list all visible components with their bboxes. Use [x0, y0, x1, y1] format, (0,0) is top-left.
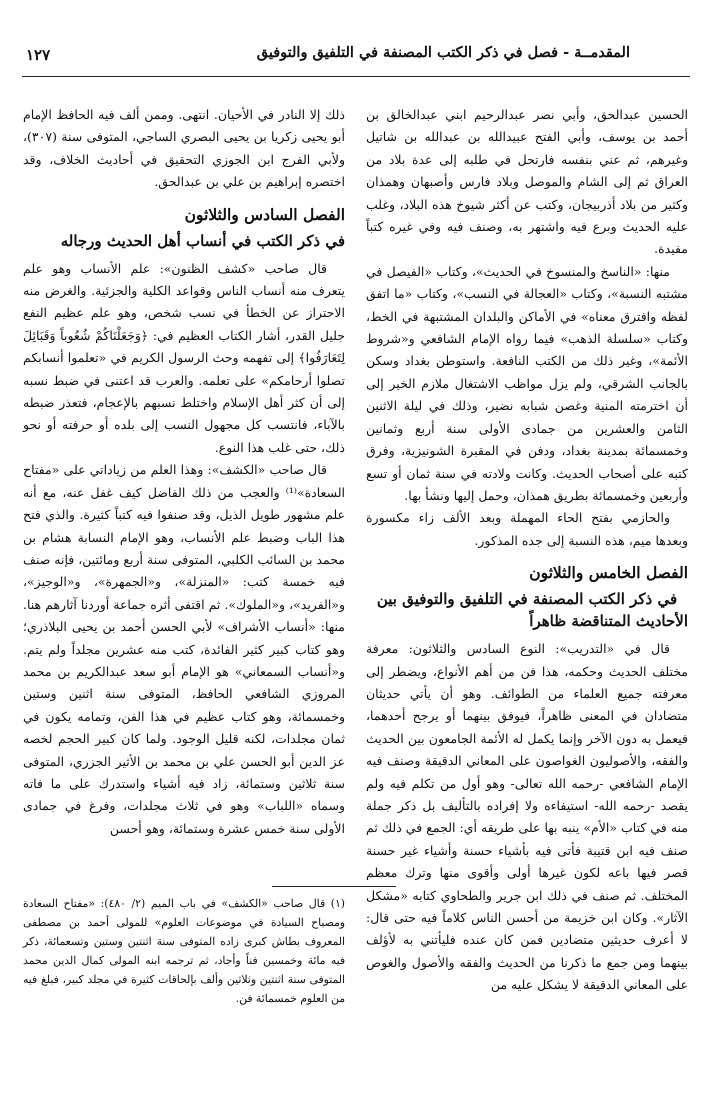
- running-title: المقدمــة - فصل في ذكر الكتب المصنفة في التلفيق والتوفيق: [256, 44, 630, 61]
- section-heading: [23, 204, 345, 252]
- footnote: [23, 894, 345, 1008]
- paragraph: والحازمي بفتح الحاء المهملة وبعد الألف زاء مكسورة وبعدها ميم، هذه النسبة إلى جده المذكور.: [366, 510, 688, 548]
- footnote-text: (١) قال صاحب «الكشف» في باب الميم (٢/ ٤٨٠): «مفتاح السعادة ومصباح السيادة في موضوعات العلوم» للمولى أحمد بن مصطفى المعروف بطاش كبرى زاده المتوفى سنة اثنتين وستين وتسعمائة، ذكر فيه مائة وخمسين فناً وأجاد، ثم ترجمه ابنه المولى كمال الدين محمد المتوفى سنة اثنتين وثلاثين وألف بإلحاقات كثيرة في مجلد كبير، فبلغ فيه من العلوم خمسمائة فن.: [23, 897, 346, 1005]
- section-subtitle: في ذكر الكتب المصنفة في التلفيق والتوفيق بين الأحاديث المتناقضة ظاهراً: [376, 590, 688, 631]
- section-title: الفصل السادس والثلاثون: [184, 204, 345, 224]
- page-number: ١٢٧: [26, 46, 51, 64]
- paragraph: قال صاحب «الكشف»: وهذا العلم من زياداتي على «مفتاح السعادة»⁽¹⁾ والعجب من ذلك الفاضل كيف غفل عنه، مع أنه علم مشهور طويل الذيل، وقد صنفوا فيه كتباً كثيرة. والذي فتح هذا الباب وضبط علم الأنساب، وهو الإمام النسابة هشام بن محمد بن السائب الكلبي، المتوفى سنة أربع ومائتين، فإنه صنف فيه خمسة كتب: «المنزلة»، و«الجمهرة»، و«الوجيز»، و«الفريد»، و«الملوك». ثم اقتفى أثره جماعة أوردنا آثارهم هنا. منها: «أنساب الأشراف» لأبي الحسن أحمد بن يحيى البلاذري؛ وهو كتاب كبير كثير الفائدة، كتب منه عشرين مجلداً ولم يتم. و«أنساب السمعاني» هو الإمام أبو سعد عبدالكريم بن محمد المروزي الشافعي الحافظ، المتوفى سنة اثنين وستين وخمسمائة، وهو كتاب عظيم في هذا الفن، وتمامه يكون في ثمان مجلدات، لكنه قليل الوجود. ولما كان كبير الحجم لخصه عز الدين أبو الحسن علي بن محمد بن الأثير الجزري، المتوفى سنة ثلاثين وستمائة، زاد فيه أشياء واستدرك على ما فاته وسماه «اللباب» وهو في ثلاث مجلدات، وفرغ في جمادى الأولى سنة خمس عشرة وستمائة، وهو أحسن: [23, 462, 345, 836]
- right-column: [366, 104, 688, 997]
- section-title: الفصل الخامس والثلاثون: [529, 563, 688, 583]
- paragraph: الحسين عبدالحق، وأبي نصر عبدالرحيم ابني عبدالخالق بن أحمد بن يوسف، وأبي الفتح عبيدالله بن عبدالله بن شاتيل وغيرهم، ثم عني بنفسه فارتحل في طلبه إلى عدة بلاد من العراق ثم إلى الشام والموصل وبلاد فارس وأصبهان وهمذان وكثير من بلاد أذربيجان، وكتب عن أكثر شيوخ هذه البلاد، وغلب عليه الحديث وبرع فيه واشتهر به، وصنف فيه وفي غيره كتباً مفيدة.: [366, 107, 688, 257]
- paragraph: قال في «التدريب»: النوع السادس والثلاثون: معرفة مختلف الحديث وحكمه، هذا فن من أهم الأنواع، ويضطر إلى معرفته جميع العلماء من الطوائف. وهو أن يأتي حديثان متضادان في المعنى ظاهراً، فيوفق بينهما أو يرجح أحدهما، فيعمل به دون الآخر وإنما يكمل له الأئمة الجامعون بين الحديث والفقه، والأصوليون الغواصون على المعاني الدقيقة وصنف فيه الإمام الشافعي -رحمه الله تعالى- وهو أول من تكلم فيه ولم يقصد -رحمه الله- استيفاءه ولا إفراده بالتأليف بل ذكر جملة منه في كتاب «الأم» ينبه بها على طريقه أي: الجمع في ذلك ثم صنف فيه ابن قتيبة فأتى فيه بأشياء حسنة وأشياء غير حسنة قصر فيها باعه لكون غيرها أولى وأقوى منها وترك معظم المختلف. ثم صنف في ذلك ابن جرير والطحاوي كتابه «مشكل الآثار». وكان ابن خزيمة من أحسن الناس كلاماً فيه حتى قال: لا أعرف حديثين متضادين فمن كان عنده فليأتني به لأؤلف بينهما ومن جمع ما ذكرنا من الحديث والفقه والأصول والغوص على المعاني الدقيقة لا يشكل عليه من: [366, 641, 688, 993]
- section-subtitle: في ذكر الكتب في أنساب أهل الحديث ورجاله: [60, 231, 345, 250]
- left-column: [23, 104, 345, 840]
- paragraph: منها: «الناسخ والمنسوخ في الحديث»، وكتاب «الفيصل في مشتبه النسبة»، وكتاب «العجالة في النسب»، وكتاب «ما اتفق لفظه وافترق معناه» في الأماكن والبلدان المشتبهة في الخط، وكتاب «سلسلة الذهب» فيما رواه الإمام الشافعي و«شروط الأئمة»، وغير ذلك من الكتب النافعة. واستوطن بغداد وسكن بالجانب الشرقي، ولم يزل مواظب الاشتغال ملازم الخير إلى أن اخترمته المنية وغصن شبابه نضير، وذلك في ليلة الاثنين الثامن والعشرين من جمادى الأولى سنة أربع وثمانين وخمسمائة بمدينة بغداد، ودفن في المقبرة الشونيزية، وفرق كتبه على أصحاب الحديث. وكانت ولادته في سنة ثمان أو تسع وأربعين وخمسمائة بطريق همذان، وحمل إليها ونشأ بها.: [366, 263, 688, 503]
- section-heading: [366, 562, 688, 632]
- page-header: [22, 38, 690, 77]
- paragraph: قال صاحب «كشف الظنون»: علم الأنساب وهو علم يتعرف منه أنساب الناس وقواعد الكلية والجزئية. والغرض منه الاحتراز عن الخطأ في نسب شخص، وهو علم عظيم النفع جليل القدر، أشار الكتاب العظيم في: ﴿وَجَعَلْنَاكُمْ شُعُوباً وَقَبَائِلَ لِتَعَارَفُوا﴾ إلى تفهمه وحث الرسول الكريم في «تعلموا أنسابكم تصلوا أرحامكم» على تعلمه. والعرب قد اعتنى في ضبط نسبه إلى أن كثر أهل الإسلام واختلط نسبهم بالإعجام، فتعذر ضبطه بالآباء، فانتسب كل مجهول النسب إلى بلده أو حرفته أو نحو ذلك، حتى غلب هذا النوع.: [23, 260, 345, 455]
- paragraph: ذلك إلا النادر في الأحيان. انتهى. وممن ألف فيه الحافظ الإمام أبو يحيى زكريا بن يحيى البصري الساجي، المتوفى سنة (٣٠٧)، ولأبي الفرج ابن الجوزي التحقيق في أحاديث الخلاف، وقد اختصره إبراهيم بن علي بن عبدالحق.: [23, 107, 345, 190]
- footnote-divider: [272, 886, 396, 887]
